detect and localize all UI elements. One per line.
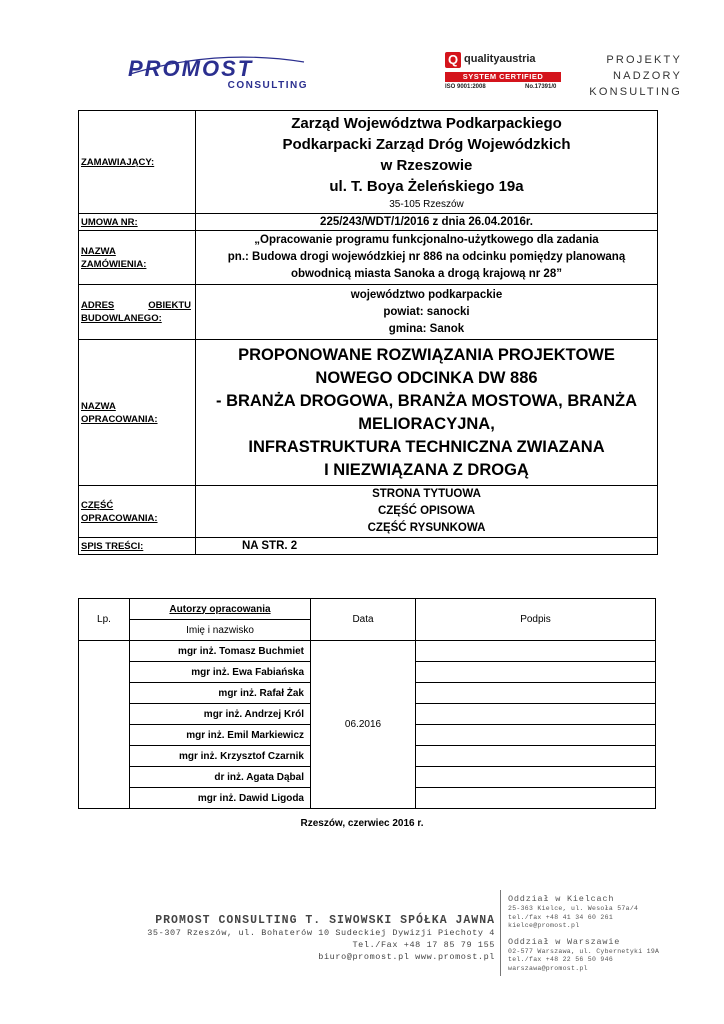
- nazwa-opracowania-line-3: - BRANŻA DROGOWA, BRANŻA MOSTOWA, BRANŻA: [215, 391, 638, 410]
- nazwa-zamowienia-line-3: obwodnicą miasta Sanoka a drogą krajową nr 28”: [291, 268, 562, 280]
- quality-q-icon: Q: [445, 52, 461, 68]
- title-page-table: [78, 110, 658, 555]
- czesc-label: [79, 486, 196, 538]
- header-line-2: NADZORY: [613, 70, 682, 82]
- nazwa-zamowienia-line-2: pn.: Budowa drogi wojewódzkiej nr 886 na odcinku pomiędzy planowaną: [227, 251, 626, 263]
- author-row: mgr inż. Ewa Fabiańska: [130, 662, 311, 683]
- signature-cell: [416, 683, 656, 704]
- footer-phone: Tel./Fax +48 17 85 79 155: [352, 940, 495, 950]
- branch-kielce-title: Oddział w Kielcach: [508, 894, 615, 904]
- zamawiajacy-line-1: Zarząd Województwa Podkarpackiego: [291, 114, 562, 132]
- place-date: Rzeszów, czerwiec 2016 r.: [300, 818, 424, 829]
- zamawiajacy-line-4: ul. T. Boya Żeleńskiego 19a: [329, 177, 524, 195]
- quality-name: qualityaustria: [464, 53, 536, 65]
- iso-number: ISO 9001:2008: [445, 84, 486, 90]
- signature-cell: [416, 704, 656, 725]
- author-row: dr inż. Agata Dąbal: [130, 767, 311, 788]
- signature-cell: [416, 788, 656, 809]
- czesc-label-1: CZĘŚĆ: [81, 499, 114, 511]
- sign-header: Podpis: [416, 599, 656, 641]
- nazwa-opracowania-line-4: MELIORACYJNA,: [358, 414, 495, 433]
- nazwa-opracowania-line-2: NOWEGO ODCINKA DW 886: [315, 368, 538, 387]
- branch-warszawa-line: warszawa@promost.pl: [508, 964, 588, 972]
- header-right-text: [588, 52, 682, 100]
- name-header: Imię i nazwisko: [130, 620, 311, 641]
- system-certified: SYSTEM CERTIFIED: [445, 72, 561, 82]
- czesc-line-3: CZĘŚĆ RYSUNKOWA: [367, 522, 486, 534]
- adres-label: [79, 285, 196, 340]
- quality-austria-badge: [443, 50, 563, 100]
- nazwa-zamowienia-line-1: „Opracowanie programu funkcjonalno-użytkowego dla zadania: [254, 234, 599, 246]
- nazwa-zamowienia-label-1: NAZWA: [81, 245, 116, 257]
- nazwa-zamowienia-value: [196, 231, 658, 285]
- branch-warszawa-title: Oddział w Warszawie: [508, 936, 621, 947]
- adres-label-2: BUDOWLANEGO:: [81, 313, 162, 324]
- nazwa-opracowania-label: [79, 340, 196, 486]
- czesc-value: [196, 486, 658, 538]
- spis-label: SPIS TREŚCI:: [79, 538, 196, 555]
- zamawiajacy-value: [196, 111, 658, 214]
- date-cell: 06.2016: [311, 641, 416, 809]
- footer-divider: [500, 890, 501, 976]
- footer-address: 35-307 Rzeszów, ul. Bohaterów 10 Sudeckiej Dywizji Piechoty 4: [147, 928, 495, 938]
- branch-kielce-line: tel./fax +48 41 34 60 261: [508, 913, 614, 921]
- footer-branches: [508, 894, 708, 973]
- adres-label-1a: ADRES: [81, 300, 115, 311]
- header-line-1: PROJEKTY: [606, 54, 682, 66]
- cert-number: No.17391/0: [525, 84, 557, 90]
- svg-text:PROMOST: PROMOST: [128, 56, 254, 80]
- czesc-line-1: STRONA TYTUOWA: [372, 488, 481, 500]
- authors-header: Autorzy opracowania: [130, 599, 311, 620]
- umowa-value: 225/243/WDT/1/2016 z dnia 26.04.2016r.: [196, 214, 658, 231]
- signature-cell: [416, 725, 656, 746]
- zamawiajacy-label: ZAMAWIAJĄCY:: [79, 111, 196, 214]
- branch-kielce-line: 25-363 Kielce, ul. Wesoła 57a/4: [508, 905, 639, 912]
- nazwa-opracowania-line-5: INFRASTRUKTURA TECHNICZNA ZWIAZANA: [248, 437, 605, 456]
- nazwa-opracowania-line-1: PROPONOWANE ROZWIĄZANIA PROJEKTOWE: [238, 345, 615, 364]
- signature-cell: [416, 641, 656, 662]
- nazwa-opracowania-label-2: OPRACOWANIA:: [81, 413, 158, 425]
- czesc-line-2: CZĘŚĆ OPISOWA: [377, 505, 476, 517]
- umowa-label: UMOWA NR:: [79, 214, 196, 231]
- author-row: mgr inż. Rafał Żak: [130, 683, 311, 704]
- nazwa-opracowania-label-1: NAZWA: [81, 400, 116, 412]
- adres-label-1b: OBIEKTU: [148, 300, 191, 311]
- nazwa-zamowienia-label: [79, 231, 196, 285]
- zamawiajacy-line-3: w Rzeszowie: [380, 156, 473, 174]
- footer-company-name: PROMOST CONSULTING T. SIWOWSKI SPÓŁKA JAWNA: [155, 914, 495, 927]
- spis-value: NA STR. 2: [196, 538, 658, 555]
- zamawiajacy-line-2: Podkarpacki Zarząd Dróg Wojewódzkich: [282, 135, 571, 153]
- date-header: Data: [311, 599, 416, 641]
- author-row: mgr inż. Tomasz Buchmiet: [130, 641, 311, 662]
- author-row: mgr inż. Krzysztof Czarnik: [130, 746, 311, 767]
- lp-header: Lp.: [79, 599, 130, 641]
- author-row: mgr inż. Emil Markiewicz: [130, 725, 311, 746]
- branch-warszawa-line: 02-577 Warszawa, ul. Cybernetyki 19A: [508, 947, 660, 955]
- adres-line-1: województwo podkarpackie: [350, 288, 503, 301]
- promost-consulting-text: CONSULTING: [227, 80, 308, 91]
- nazwa-opracowania-line-6: I NIEZWIĄZANA Z DROGĄ: [324, 460, 529, 479]
- author-row: mgr inż. Dawid Ligoda: [130, 788, 311, 809]
- authors-table: [78, 598, 656, 809]
- zamawiajacy-postcode: 35-105 Rzeszów: [389, 198, 464, 210]
- header-line-3: KONSULTING: [589, 86, 682, 98]
- nazwa-opracowania-value: [196, 340, 658, 486]
- signature-cell: [416, 746, 656, 767]
- promost-logo: [126, 54, 308, 96]
- branch-warszawa-line: tel./fax +48 22 56 50 946: [508, 956, 614, 963]
- lp-cell: [79, 641, 130, 809]
- footer-company: [130, 914, 495, 963]
- signature-cell: [416, 662, 656, 683]
- promost-wordmark-icon: [126, 54, 308, 80]
- adres-value: [196, 285, 658, 340]
- branch-kielce-line: kielce@promost.pl: [508, 922, 580, 929]
- czesc-label-2: OPRACOWANIA:: [81, 512, 158, 524]
- adres-line-3: gmina: Sanok: [388, 322, 465, 335]
- nazwa-zamowienia-label-2: ZAMÓWIENIA:: [81, 258, 147, 270]
- author-row: mgr inż. Andrzej Król: [130, 704, 311, 725]
- footer-web: biuro@promost.pl www.promost.pl: [318, 952, 495, 962]
- signature-cell: [416, 767, 656, 788]
- adres-line-2: powiat: sanocki: [383, 305, 470, 318]
